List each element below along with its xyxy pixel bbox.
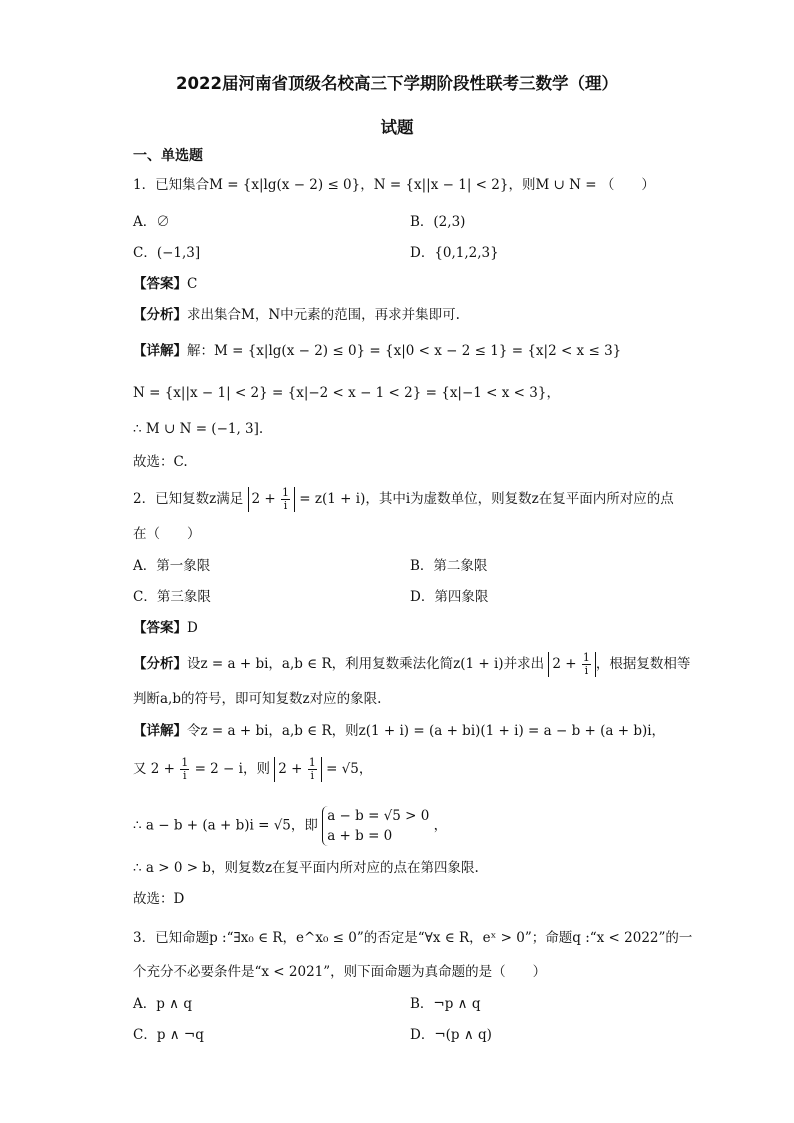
- q2-option-a: A．第一象限: [133, 558, 211, 574]
- answer-value: D: [187, 620, 198, 636]
- q3-option-d: D．¬(p ∧ q): [410, 1027, 492, 1043]
- question-2-stem-2: 在（ ）: [133, 526, 201, 542]
- q2-option-b: B．第二象限: [410, 558, 488, 574]
- frac-num: 1: [308, 756, 316, 769]
- fraction-1-over-i: [281, 487, 290, 512]
- abs-prefix: 2 +: [552, 656, 577, 672]
- detail3-a: ∴ a − b + (a + b)i = √5，即: [133, 817, 318, 834]
- frac-num: 1: [181, 756, 189, 769]
- fraction-1-over-i: [308, 757, 317, 782]
- answer-tag: 【答案】: [133, 620, 187, 636]
- q2-detail-3: [133, 806, 447, 846]
- q1-option-d: D．{0,1,2,3}: [410, 245, 499, 261]
- detail2-b: = 2 − i，则: [194, 761, 270, 777]
- question-3-stem-1: 3．已知命题p :“∃x₀ ∈ R，e^x₀ ≤ 0”的否定是“∀x ∈ R，eˣ > 0”；命题q :“x < 2022”的一: [133, 930, 693, 946]
- detail3-b: ，: [433, 817, 448, 834]
- detail-tag: 【详解】: [133, 343, 187, 359]
- q1-detail-1: [133, 341, 621, 361]
- analysis-tag: 【分析】: [133, 656, 187, 672]
- answer-tag: 【答案】: [133, 276, 187, 292]
- frac-num: 1: [582, 651, 590, 664]
- q2-option-d: D．第四象限: [410, 589, 489, 605]
- q1-detail-2: N = {x||x − 1| < 2} = {x|−2 < x − 1 < 2} = {x|−1 < x < 3}，: [133, 385, 560, 401]
- system-eq-2: a + b = 0: [327, 828, 393, 844]
- q2-detail-modulus: [274, 757, 322, 782]
- question-1-stem: 1．已知集合M = {x|lg(x − 2) ≤ 0}，N = {x||x − 1| < 2}，则M ∪ N = （ ）: [133, 177, 655, 193]
- q3-option-a: A．p ∧ q: [133, 996, 192, 1012]
- q2-detail-2: [133, 757, 372, 782]
- frac-den: i: [183, 769, 187, 782]
- q2-analysis: [133, 652, 690, 677]
- q3-option-b: B．¬p ∧ q: [410, 996, 481, 1012]
- q2-analysis-2: 判断a,b的符号，即可知复数z对应的象限.: [133, 691, 382, 707]
- abs-prefix: 2 +: [251, 491, 276, 507]
- q1-detail-3: ∴ M ∪ N = (−1, 3].: [133, 421, 264, 437]
- q2-option-c: C．第三象限: [133, 589, 211, 605]
- page-title-line2: 试题: [380, 118, 414, 137]
- abs-prefix: 2 +: [278, 761, 303, 777]
- q2-detail-4: ∴ a > 0 > b，则复数z在复平面内所对应的点在第四象限.: [133, 860, 479, 876]
- analysis-tag: 【分析】: [133, 307, 187, 323]
- analysis-text-b: ，根据复数相等: [595, 656, 691, 672]
- q1-option-b: B．(2,3): [410, 214, 466, 230]
- q2-analysis-modulus: [548, 652, 596, 677]
- page-title: 2022届河南省顶级名校高三下学期阶段性联考三数学（理）: [176, 74, 618, 93]
- frac-den: i: [283, 499, 288, 512]
- answer-value: C: [187, 276, 198, 292]
- q1-analysis: [133, 305, 460, 325]
- detail-text: 解：M = {x|lg(x − 2) ≤ 0} = {x|0 < x − 2 ≤ 1} = {x|2 < x ≤ 3}: [187, 343, 622, 359]
- frac-den: i: [310, 769, 315, 782]
- q3-option-c: C．p ∧ ¬q: [133, 1027, 204, 1043]
- fraction-1-over-i: [582, 652, 591, 677]
- q2-choice: 故选：D: [133, 891, 185, 907]
- frac-den: i: [584, 664, 589, 677]
- equation-system: [322, 806, 429, 846]
- detail2-c: = √5，: [326, 761, 373, 777]
- q2-stem-a: 2．已知复数z满足: [133, 491, 244, 507]
- q1-answer: [133, 274, 197, 294]
- question-2-stem: [133, 487, 674, 512]
- q1-option-c: C．(−1,3]: [133, 245, 201, 261]
- q2-stem-b: = z(1 + i)，其中i为虚数单位，则复数z在复平面内所对应的点: [299, 491, 674, 507]
- q1-option-a: A．∅: [133, 214, 170, 230]
- section-heading: 一、单选题: [133, 148, 203, 164]
- q2-detail-1: [133, 721, 665, 741]
- detail-tag: 【详解】: [133, 723, 187, 739]
- fraction-1-over-i: [180, 757, 189, 782]
- question-3-stem-2: 个充分不必要条件是“x < 2021”，则下面命题为真命题的是（ ）: [133, 964, 547, 980]
- detail2-a: 又 2 +: [133, 761, 175, 777]
- q1-choice: 故选：C.: [133, 454, 188, 470]
- frac-num: 1: [282, 486, 289, 499]
- detail-text: 令z = a + bi，a,b ∈ R，则z(1 + i) = (a + bi)(1 + i) = a − b + (a + b)i，: [187, 723, 666, 739]
- q2-answer: [133, 618, 198, 638]
- q2-modulus-expr: [248, 487, 296, 512]
- analysis-text: 求出集合M，N中元素的范围，再求并集即可.: [187, 307, 460, 323]
- system-eq-1: a − b = √5 > 0: [327, 808, 430, 824]
- analysis-text-a: 设z = a + bi，a,b ∈ R，利用复数乘法化简z(1 + i)并求出: [187, 656, 545, 672]
